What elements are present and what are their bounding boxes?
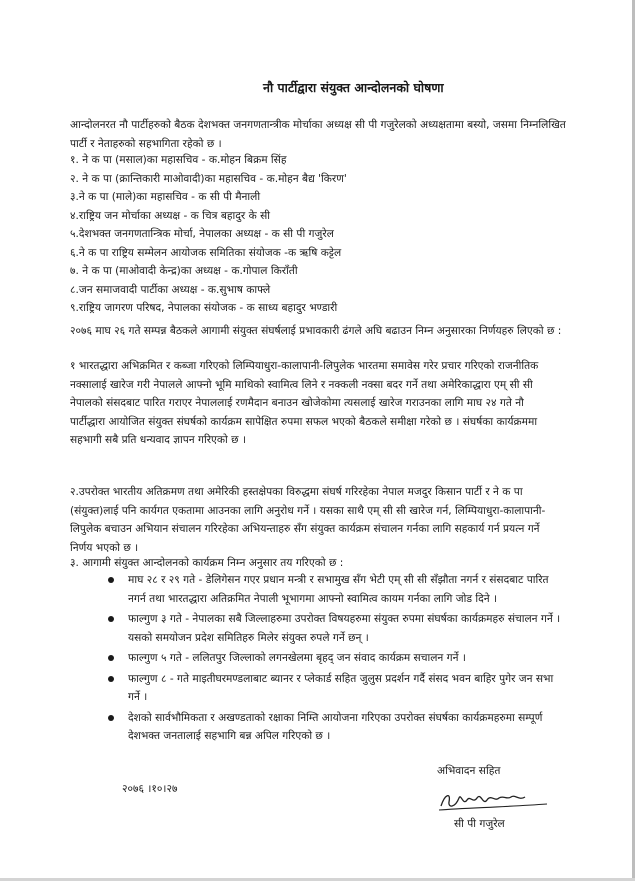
intro-paragraph: आन्दोलनरत नौ पार्टीहरुको बैठक देशभक्त जनगणतान्त्रीक मोर्चाका अध्यक्ष सी पी गजुरेलको अध्यक्षतामा बस्यो, जसमा निम्नलिखित पार्टी र नेताहरुको सहभागिता रहेको छ । — [70, 119, 566, 150]
decision-three-heading: ३. आगामी संयुक्त आन्दोलनको कार्यक्रम निम्न अनुसार तय गरिएको छ : — [70, 557, 344, 569]
member-item: ८.जन समाजवादी पार्टीका अध्यक्ष - क.सुभाष काफ्ले — [70, 283, 271, 296]
member-item: ९.राष्ट्रिय जागरण परिषद, नेपालका संयोजक - क साध्य बहादुर भण्डारी — [70, 302, 338, 314]
program-item-text: माघ २८ र २९ गते - डेलिगेसन गएर प्रधान मन्त्री र सभामुख सँग भेटी एम् सी सी सँझौता नगर्न र संसदबाट पारित नगर्न तथा भारतद्धारा अतिक्रमित नेपाली भूभागमा आफ्नो स्वामित्व कायम गर्नका लागि जोड दिने । — [128, 574, 549, 605]
member-item: २. ने क पा (क्रान्तिकारी माओवादी)का महासचिव - क.मोहन बैद्य 'किरण' — [70, 172, 347, 185]
member-item: ५.देशभक्त जनगणतान्त्रिक मोर्चा, नेपालका अध्यक्ष - क सी पी गजुरेल — [70, 228, 334, 240]
member-item: ७. ने क पा (माओवादी केन्द्र)का अध्यक्ष - क.गोपाल किराँती — [70, 265, 298, 277]
program-item-text: फाल्गुण ५ गते - ललितपुर जिल्लाको लगनखेलमा बृहद् जन संवाद कार्यक्रम सचालन गर्ने । — [128, 652, 466, 664]
bullet-icon — [108, 676, 114, 682]
program-item-text: फाल्गुण ८ - गते माइतीघरमण्डलाबाट ब्यानर र प्लेकार्ड सहित जुलुस प्रदर्शन गर्दै संसद भवन बाहिर पुगेर जन सभा गर्ने । — [128, 672, 554, 703]
document-title: नौ पार्टीद्वारा संयुक्त आन्दोलनको घोषणा — [263, 80, 444, 95]
decision-one-paragraph: १ भारतद्धारा अभिक्रमित र कब्जा गरिएको लिम्पियाधुरा-कालापानी-लिपुलेक भारतमा समावेस गरेर प्रचार गरिएको राजनीतिक नक्सालाई खारेज गरी नेपालले आफ्नो भूमि माथिको स्वामित्व लिने र नक्कली नक्सा बदर गर्ने तथा अमेरिकाद्धारा एम् सी सी नेपालको संसदबाट पारित गराएर नेपाललाई रणमैदान बनाउन खोजेकोमा त्यसलाई खारेज गराउनका लागि माघ २४ गते नौ पार्टीद्धारा आयोजित संयुक्त संघर्षको कार्यक्रम सापेक्षित रुपमा सफल भएको बैठकले समीक्षा गरेको छ । संघर्षका कार्यक्रममा सहभागी सबै प्रति धन्यवाद ज्ञापन गरिएको छ । — [70, 360, 539, 446]
decision-intro-paragraph: २०७६ माघ २६ गते सम्पन्न बैठकले आगामी संयुक्त संघर्षलाई प्रभावकारी ढंगले अघि बढाउन निम्न अनुसारका निर्णयहरु लिएको छ : — [70, 325, 562, 337]
bullet-icon — [108, 577, 114, 583]
closing-greeting: अभिवादन सहित — [437, 765, 501, 777]
member-item: ६.ने क पा राष्ट्रिय सम्मेलन आयोजक समितिका संयोजक -क ऋषि कट्टेल — [70, 246, 342, 259]
program-item — [108, 670, 563, 707]
document-date: २०७६ ।१०।२७ — [122, 783, 178, 795]
bullet-icon — [108, 655, 114, 661]
member-list — [70, 151, 570, 318]
program-item — [108, 571, 563, 608]
bullet-icon — [108, 715, 114, 721]
program-list — [108, 571, 563, 748]
bullet-icon — [108, 616, 114, 622]
program-item — [108, 649, 563, 668]
decision-two-paragraph: २.उपरोक्त भारतीय अतिक्रमण तथा अमेरिकी हस्तक्षेपका विरुद्धमा संघर्ष गरिरहेका नेपाल मजदुर किसान पार्टी र ने क पा (संयुक्त)लाई पनि कार्यगत एकतामा आउनका लागि अनुरोध गर्ने । यसका साथै एम् सी सी खारेज गर्न, लिम्पियाधुरा-कालापानी-लिपुलेक बचाउन अभियान संचालन गरिरहेका अभियन्ताहरु सँग संयुक्त कार्यक्रम संचालन गर्नका लागि सहकार्य गर्न प्रयत्न गर्ने निर्णय भएको छ । — [70, 486, 546, 554]
program-item-text: देशको सार्वभौमिकता र अखण्डताको रक्षाका निम्ति आयोजना गरिएका उपरोक्त संघर्षका कार्यक्रमहरुमा सम्पूर्ण देशभक्त जनतालाई सहभागि बन्न अपिल गरिएको छ । — [128, 711, 543, 742]
program-item — [108, 709, 563, 746]
signer-name: सी पी गजुरेल — [454, 818, 505, 830]
member-item: ४.राष्ट्रिय जन मोर्चाका अध्यक्ष - क चित्र बहादुर के सी — [70, 209, 271, 222]
program-item-text: फाल्गुण ३ गते - नेपालका सबै जिल्लाहरुमा उपरोक्त विषयहरुमा संयुक्त रुपमा संघर्षका कार्यक्रमहरु संचालन गर्ने । यसको समयोजन प्रदेश समितिहरु मिलेर संयुक्त रुपले गर्ने छन् । — [128, 613, 561, 644]
signature-icon — [435, 788, 555, 814]
member-item: ३.ने क पा (माले)का महासचिव - क सी पी मैनाली — [70, 191, 261, 203]
program-item — [108, 610, 563, 647]
handwritten-signature — [435, 788, 555, 814]
member-item: १. ने क पा (मसाल)का महासचिव - क.मोहन बिक्रम सिंह — [70, 154, 287, 166]
